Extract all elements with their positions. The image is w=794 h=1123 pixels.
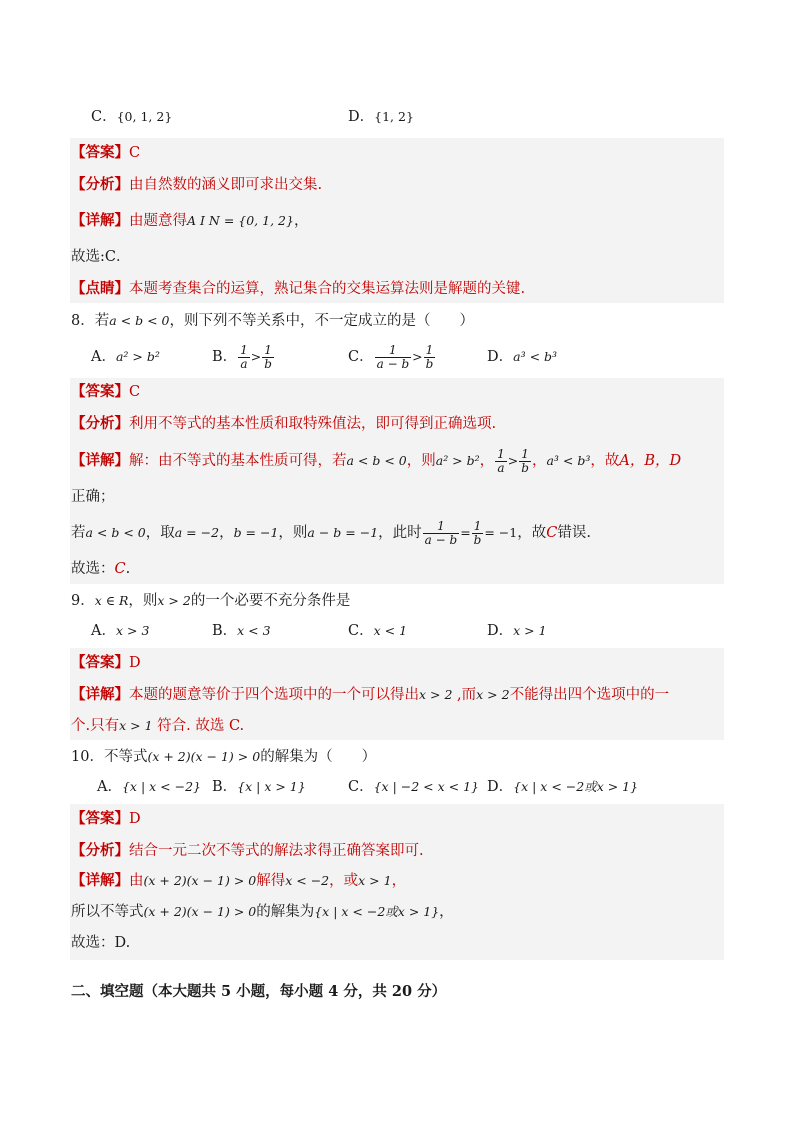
q7-detail: 【详解】由题意得A I N = {0, 1, 2}，	[71, 212, 309, 229]
q8-analysis: 【分析】利用不等式的基本性质和取特殊值法，即可得到正确选项.	[71, 415, 497, 432]
q8-option-b: B． $\frac{1}{a}$ > $\frac{1}{b}$	[212, 342, 272, 371]
fraction: $\frac{1}{b}$	[521, 446, 529, 475]
q9-detail-line1: 【详解】本题的题意等价于四个选项中的一个可以得出x > 2 ,而x > 2不能得出四个选项中的一	[71, 686, 670, 703]
q9-stem: 9．x ∈ R，则x > 2的一个必要不充分条件是	[71, 593, 351, 609]
fraction: $\frac{1}{a}$	[497, 446, 505, 475]
q10-analysis: 【分析】结合一元二次不等式的解法求得正确答案即可.	[71, 842, 424, 859]
q10-option-b: B．{x | x > 1}	[212, 779, 306, 795]
q9-option-a: A．x > 3	[91, 623, 150, 639]
q7-answer: 【答案】C	[71, 144, 141, 161]
q7-option-c: C．{0, 1, 2}	[91, 109, 173, 125]
q7-comment: 【点睛】本题考查集合的运算，熟记集合的交集运算法则是解题的关键.	[71, 280, 526, 297]
q7-choose: 故选:C．	[71, 249, 131, 265]
q7-analysis: 【分析】由自然数的涵义即可求出交集.	[71, 176, 323, 193]
q8-answer: 【答案】C	[71, 383, 141, 400]
q10-stem: 10．不等式(x + 2)(x − 1) > 0的解集为（ ）	[71, 749, 377, 765]
section-heading-fill-in: 二、填空题（本大题共 5 小题，每小题 4 分，共 20 分）	[71, 983, 447, 1000]
q8-stem: 8．若a < b < 0，则下列不等关系中，不一定成立的是（ ）	[71, 313, 474, 329]
fraction: $\frac{1}{a}$	[240, 342, 248, 371]
fraction: $\frac{1}{b}$	[264, 342, 272, 371]
q8-choose: 故选：C.	[71, 561, 131, 577]
q10-detail-line1: 【详解】由(x + 2)(x − 1) > 0解得x < −2，或x > 1，	[71, 872, 407, 889]
q9-option-d: D．x > 1	[487, 623, 547, 639]
q10-option-c: C．{x | −2 < x < 1}	[348, 779, 479, 795]
q10-choose: 故选：D.	[71, 935, 131, 951]
q8-detail-line1: 【详解】解：由不等式的基本性质可得，若a < b < 0，则a² > b²， $\frac{1}{a}$ > $\frac{1}{b}$ ，a³ < b³，故A，B，D	[71, 446, 682, 475]
fraction: $\frac{1}{a - b}$	[376, 342, 410, 371]
q9-detail-line2: 个.只有x > 1 符合. 故选 C.	[71, 718, 245, 734]
q10-option-a: A．{x | x < −2}	[97, 779, 201, 795]
fraction: $\frac{1}{a - b}$	[424, 518, 458, 547]
q9-option-c: C．x < 1	[348, 623, 408, 639]
q7-option-d: D．{1, 2}	[348, 109, 414, 125]
q8-option-c: C． $\frac{1}{a - b}$ > $\frac{1}{b}$	[348, 342, 434, 371]
q8-solution-block	[70, 378, 724, 584]
q9-answer: 【答案】D	[71, 654, 141, 671]
fraction: $\frac{1}{b}$	[473, 518, 482, 547]
q10-detail-line2: 所以不等式(x + 2)(x − 1) > 0的解集为{x | x < −2或x > 1}，	[71, 904, 454, 920]
q8-option-a: A．a² > b²	[91, 349, 160, 365]
q8-detail-line1-wrap: 正确；	[71, 489, 115, 505]
q8-option-d: D．a³ < b³	[487, 349, 558, 365]
q9-option-b: B．x < 3	[212, 623, 271, 639]
q10-option-d: D．{x | x < −2或x > 1}	[487, 779, 639, 795]
q8-detail-line2: 若a < b < 0，取a = −2，b = −1，则a − b = −1，此时 $\frac{1}{a - b}$ = $\frac{1}{b}$ = −1，故C错误.	[71, 518, 591, 547]
q10-answer: 【答案】D	[71, 810, 141, 827]
fraction: $\frac{1}{b}$	[425, 342, 434, 371]
